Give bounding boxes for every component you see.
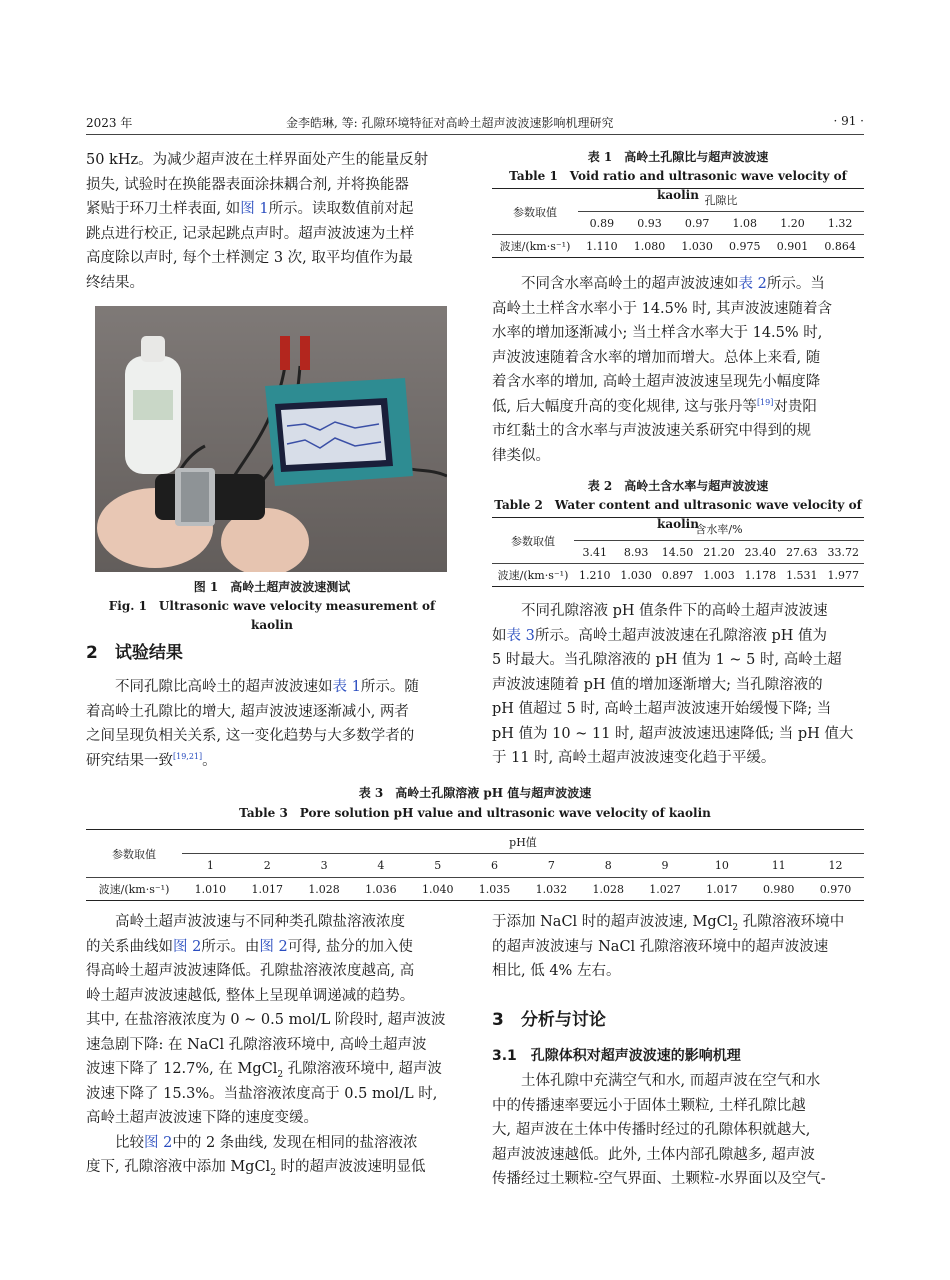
table-3: 参数取值 pH值 1 2 3 4 5 6 7 8 9 10 11 12 波速/(km·s⁻¹) 1.010 1.017 1.028 1.036 1.040 1.035 1.032 1.028 1.027 1.017 0.980 0.970 — [86, 829, 864, 901]
header-year: 2023 年 — [86, 116, 133, 130]
header-title: 金李皓琳, 等: 孔隙环境特征对高岭土超声波波速影响机理研究 — [286, 116, 614, 130]
citation-19-21[interactable]: [19,21] — [173, 751, 203, 761]
table-2-title-en: Table 2 Water content and ultrasonic wave velocity of kaolin — [494, 498, 862, 531]
table-3-link[interactable]: 表 3 — [506, 627, 535, 644]
left-top-paragraph: 50 kHz。为减少超声波在土样界面处产生的能量反射 损失, 试验时在换能器表面涂抹耦合剂, 并将换能器 紧贴于环刀土样表面, 如图 1所示。读取数值前对起 跳点进行校正, 记录起跳点声时。超声波波速为土样 高度除以声时, 每个土样测定 3 次, 取平均值作为最 终结果。 — [86, 152, 429, 291]
fig-2-link-second[interactable]: 图 2 — [259, 938, 288, 955]
table-2-link[interactable]: 表 2 — [738, 276, 767, 292]
figure-1-caption-cn: 图 1 高岭土超声波波速测试 — [193, 580, 351, 594]
section-3-1-heading: 3.1 孔隙体积对超声波波速的影响机理 — [492, 1048, 741, 1064]
header-page-number: · 91 · — [833, 114, 864, 128]
table-3-title-en: Table 3 Pore solution pH value and ultrasonic wave velocity of kaolin — [239, 806, 711, 820]
water-content-paragraph: 不同含水率高岭土的超声波波速如表 2所示。当 高岭土土样含水率小于 14.5% 时, 其声波波速随着含 水率的增加逐渐减小; 当土样含水率大于 14.5% 时, 声波波速随着含水率的增加而增大。总体上来看, 随 着含水率的增加, 高岭土超声波波速呈现先小幅度降 低, 后大幅度升高的变化规律, 这与张丹等[19]对贵阳 市红黏土的含水率与声波波速关系研究中得到的规 律类似。 — [492, 276, 832, 464]
fig-2-link[interactable]: 图 2 — [173, 938, 202, 955]
ph-paragraph: 不同孔隙溶液 pH 值条件下的高岭土超声波波速 如表 3所示。高岭土超声波波速在孔隙溶液 pH 值为 5 时最大。当孔隙溶液的 pH 值为 1 ~ 5 时, 高岭土超 声波波速随着 pH 值的增加逐渐增大; 当孔隙溶液的 pH 值超过 5 时, 高岭土超声波波速开始缓慢下降; 当 pH 值为 10 ~ 11 时, 超声波波速迅速降低; 当 pH 值大 于 11 时, 高岭土超声波波速变化趋于平缓。 — [492, 603, 854, 766]
figure-1-photo — [95, 306, 447, 572]
fig-2-link-third[interactable]: 图 2 — [144, 1134, 173, 1151]
section-3-heading: 3 分析与讨论 — [492, 1010, 606, 1030]
figure-1-caption-en: Fig. 1 Ultrasonic wave velocity measurement of kaolin — [108, 599, 436, 632]
salt-paragraph: 高岭土超声波波速与不同种类孔隙盐溶液浓度 的关系曲线如图 2所示。由图 2可得, 盐分的加入使 得高岭土超声波波速降低。孔隙盐溶液浓度越高, 高 岭土超声波波速越低, 整体上呈现单调递减的趋势。 其中, 在盐溶液浓度为 0 ~ 0.5 mol/L 阶段时, 超声波波 速急剧下降: 在 NaCl 孔隙溶液环境中, 高岭土超声波 波速下降了 12.7%, 在 MgCl$_2$ 孔隙溶液环境中, 超声波 波速下降了 15.3%。当盐溶液浓度高于 0.5 mol/L 时, 高岭土超声波波速下降的速度变缓。 比较图 2中的 2 条曲线, 发现在相同的盐溶液浓 度下, 孔隙溶液中添加 MgCl$_2$ 时的超声波波速明显低 — [86, 914, 446, 1178]
table-1: 参数取值 孔隙比 0.89 0.93 0.97 1.08 1.20 1.32 波速/(km·s⁻¹) 1.110 1.080 1.030 0.975 0.901 0.864 — [492, 188, 864, 258]
table-2-title-cn: 表 2 高岭土含水率与超声波波速 — [587, 479, 769, 493]
table-1-title-cn: 表 1 高岭土孔隙比与超声波波速 — [587, 150, 769, 164]
table-1-link[interactable]: 表 1 — [332, 679, 361, 695]
citation-19[interactable]: [19] — [756, 397, 774, 407]
section-2-heading: 2 试验结果 — [86, 643, 183, 663]
table-1-title-en: Table 1 Void ratio and ultrasonic wave velocity of kaolin — [509, 169, 847, 202]
fig-1-link[interactable]: 图 1 — [240, 201, 269, 217]
table-2: 参数取值 含水率/% 3.41 8.93 14.50 21.20 23.40 27.63 33.72 波速/(km·s⁻¹) 1.210 1.030 0.897 1.003 1.178 1.531 1.977 — [492, 517, 864, 587]
section-2-paragraph: 不同孔隙比高岭土的超声波波速如表 1所示。随 着高岭土孔隙比的增大, 超声波波速逐渐减小, 两者 之间呈现负相关关系, 这一变化趋势与大多数学者的 研究结果一致[19,21]。 — [86, 679, 419, 769]
running-header — [86, 112, 864, 135]
table-3-title-cn: 表 3 高岭土孔隙溶液 pH 值与超声波波速 — [358, 786, 592, 800]
section-3-1-paragraph: 土体孔隙中充满空气和水, 而超声波在空气和水 中的传播速率要远小于固体土颗粒, 土样孔隙比越 大, 超声波在土体中传播时经过的孔隙体积就越大, 超声波波速越低。此外, 土体内部孔隙越多, 超声波 传播经过土颗粒-空气界面、土颗粒-水界面以及空气- — [492, 1073, 826, 1187]
salt-paragraph-continued: 于添加 NaCl 时的超声波波速, MgCl$_2$ 孔隙溶液环境中 的超声波波速与 NaCl 孔隙溶液环境中的超声波波速 相比, 低 4% 左右。 — [492, 914, 845, 979]
